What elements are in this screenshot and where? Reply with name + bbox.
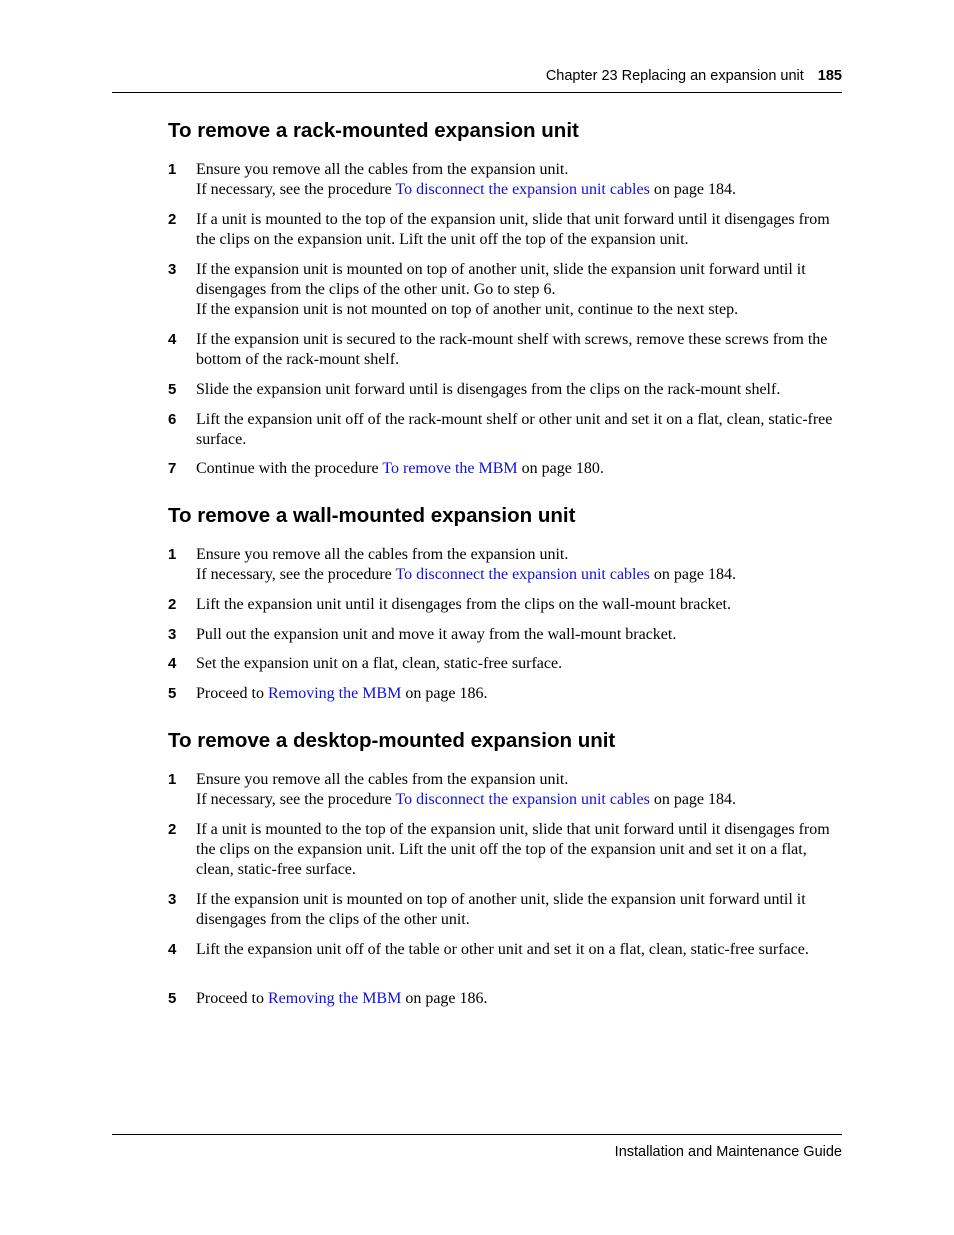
link-disconnect-cables[interactable]: To disconnect the expansion unit cables: [395, 791, 650, 808]
step-line: [196, 180, 842, 200]
step-number: 3: [168, 261, 177, 278]
step-line-post: on page 184.: [649, 791, 737, 808]
step-text: Set the expansion unit on a flat, clean, static-free surface.: [196, 655, 563, 672]
step-text: Pull out the expansion unit and move it away from the wall-mount bracket.: [196, 626, 677, 643]
step-number: 6: [168, 411, 177, 428]
section-title-wall-mounted: To remove a wall-mounted expansion unit: [168, 504, 576, 527]
step-text: [196, 160, 842, 200]
step-line-post: on page 184.: [649, 181, 737, 198]
header-text: [546, 68, 842, 84]
step-line: [196, 565, 842, 585]
link-disconnect-cables[interactable]: To disconnect the expansion unit cables: [395, 181, 650, 198]
section-title-rack-mounted: To remove a rack-mounted expansion unit: [168, 119, 579, 142]
step-number: 5: [168, 685, 177, 702]
step-number: 1: [168, 771, 177, 788]
step-text: If the expansion unit is secured to the rack-mount shelf with screws, remove these screws from the bottom of the rack-mount shelf.: [196, 331, 828, 368]
page-header: [112, 66, 842, 93]
step-text: Slide the expansion unit forward until is disengages from the clips on the rack-mount shelf.: [196, 381, 781, 398]
step-number: 7: [168, 460, 177, 477]
step-text: [196, 684, 842, 704]
step-text-post: on page 180.: [517, 460, 604, 477]
step-text-post: on page 186.: [401, 685, 488, 702]
link-removing-mbm[interactable]: Removing the MBM: [267, 990, 402, 1007]
step-number: 4: [168, 655, 177, 672]
header-chapter: Chapter 23 Replacing an expansion unit: [545, 68, 804, 84]
step-text: [196, 545, 842, 585]
step-number: 3: [168, 626, 177, 643]
step-number: 4: [168, 941, 177, 958]
step-number: 5: [168, 381, 177, 398]
step-line-pre: If necessary, see the procedure: [196, 791, 396, 808]
step-line: Ensure you remove all the cables from the expansion unit.: [196, 161, 569, 178]
step-line: Ensure you remove all the cables from the expansion unit.: [196, 546, 569, 563]
step-text: [196, 770, 842, 810]
step-text: Lift the expansion unit off of the rack-mount shelf or other unit and set it on a flat, clean, static-free surface.: [196, 411, 833, 448]
step-text-pre: Proceed to: [196, 685, 268, 702]
step-number: 2: [168, 211, 177, 228]
step-number: 5: [168, 990, 177, 1007]
footer-title: Installation and Maintenance Guide: [614, 1144, 842, 1160]
step-text: [196, 260, 842, 320]
step-text: If a unit is mounted to the top of the expansion unit, slide that unit forward until it disengages from the clips on the expansion unit. Lift the unit off the top of the expansion unit.: [196, 211, 830, 248]
step-text-post: on page 186.: [401, 990, 488, 1007]
section-title-desktop-mounted: To remove a desktop-mounted expansion unit: [168, 729, 616, 752]
step-text-pre: Continue with the procedure: [196, 460, 383, 477]
step-number: 2: [168, 596, 177, 613]
step-text: Lift the expansion unit off of the table or other unit and set it on a flat, clean, static-free surface.: [196, 941, 809, 958]
step-number: 4: [168, 331, 177, 348]
step-line: If the expansion unit is mounted on top of another unit, slide the expansion unit forward until it disengages from the clips of the other unit. Go to step 6.: [196, 261, 806, 298]
step-line-post: on page 184.: [649, 566, 737, 583]
step-number: 3: [168, 891, 177, 908]
step-line: Ensure you remove all the cables from the expansion unit.: [196, 771, 569, 788]
step-text: If a unit is mounted to the top of the expansion unit, slide that unit forward until it disengages from the clips on the expansion unit. Lift the unit off the top of the expansion unit and set it on a flat, clean, static-free surface.: [196, 821, 830, 878]
step-text: [196, 989, 842, 1009]
step-number: 1: [168, 546, 177, 563]
step-line: [196, 790, 842, 810]
step-number: 1: [168, 161, 177, 178]
header-page-number: 185: [817, 68, 842, 84]
step-text: If the expansion unit is mounted on top of another unit, slide the expansion unit forward until it disengages from the clips of the other unit.: [196, 891, 806, 928]
step-number: 2: [168, 821, 177, 838]
link-removing-mbm[interactable]: Removing the MBM: [267, 685, 402, 702]
step-line-pre: If necessary, see the procedure: [196, 566, 396, 583]
step-text: Lift the expansion unit until it disengages from the clips on the wall-mount bracket.: [196, 596, 731, 613]
step-line: If the expansion unit is not mounted on top of another unit, continue to the next step.: [196, 301, 739, 318]
step-line-pre: If necessary, see the procedure: [196, 181, 396, 198]
link-remove-mbm[interactable]: To remove the MBM: [382, 460, 518, 477]
link-disconnect-cables[interactable]: To disconnect the expansion unit cables: [395, 566, 650, 583]
step-text: [196, 459, 842, 479]
step-text-pre: Proceed to: [196, 990, 268, 1007]
footer-rule: [112, 1134, 842, 1135]
